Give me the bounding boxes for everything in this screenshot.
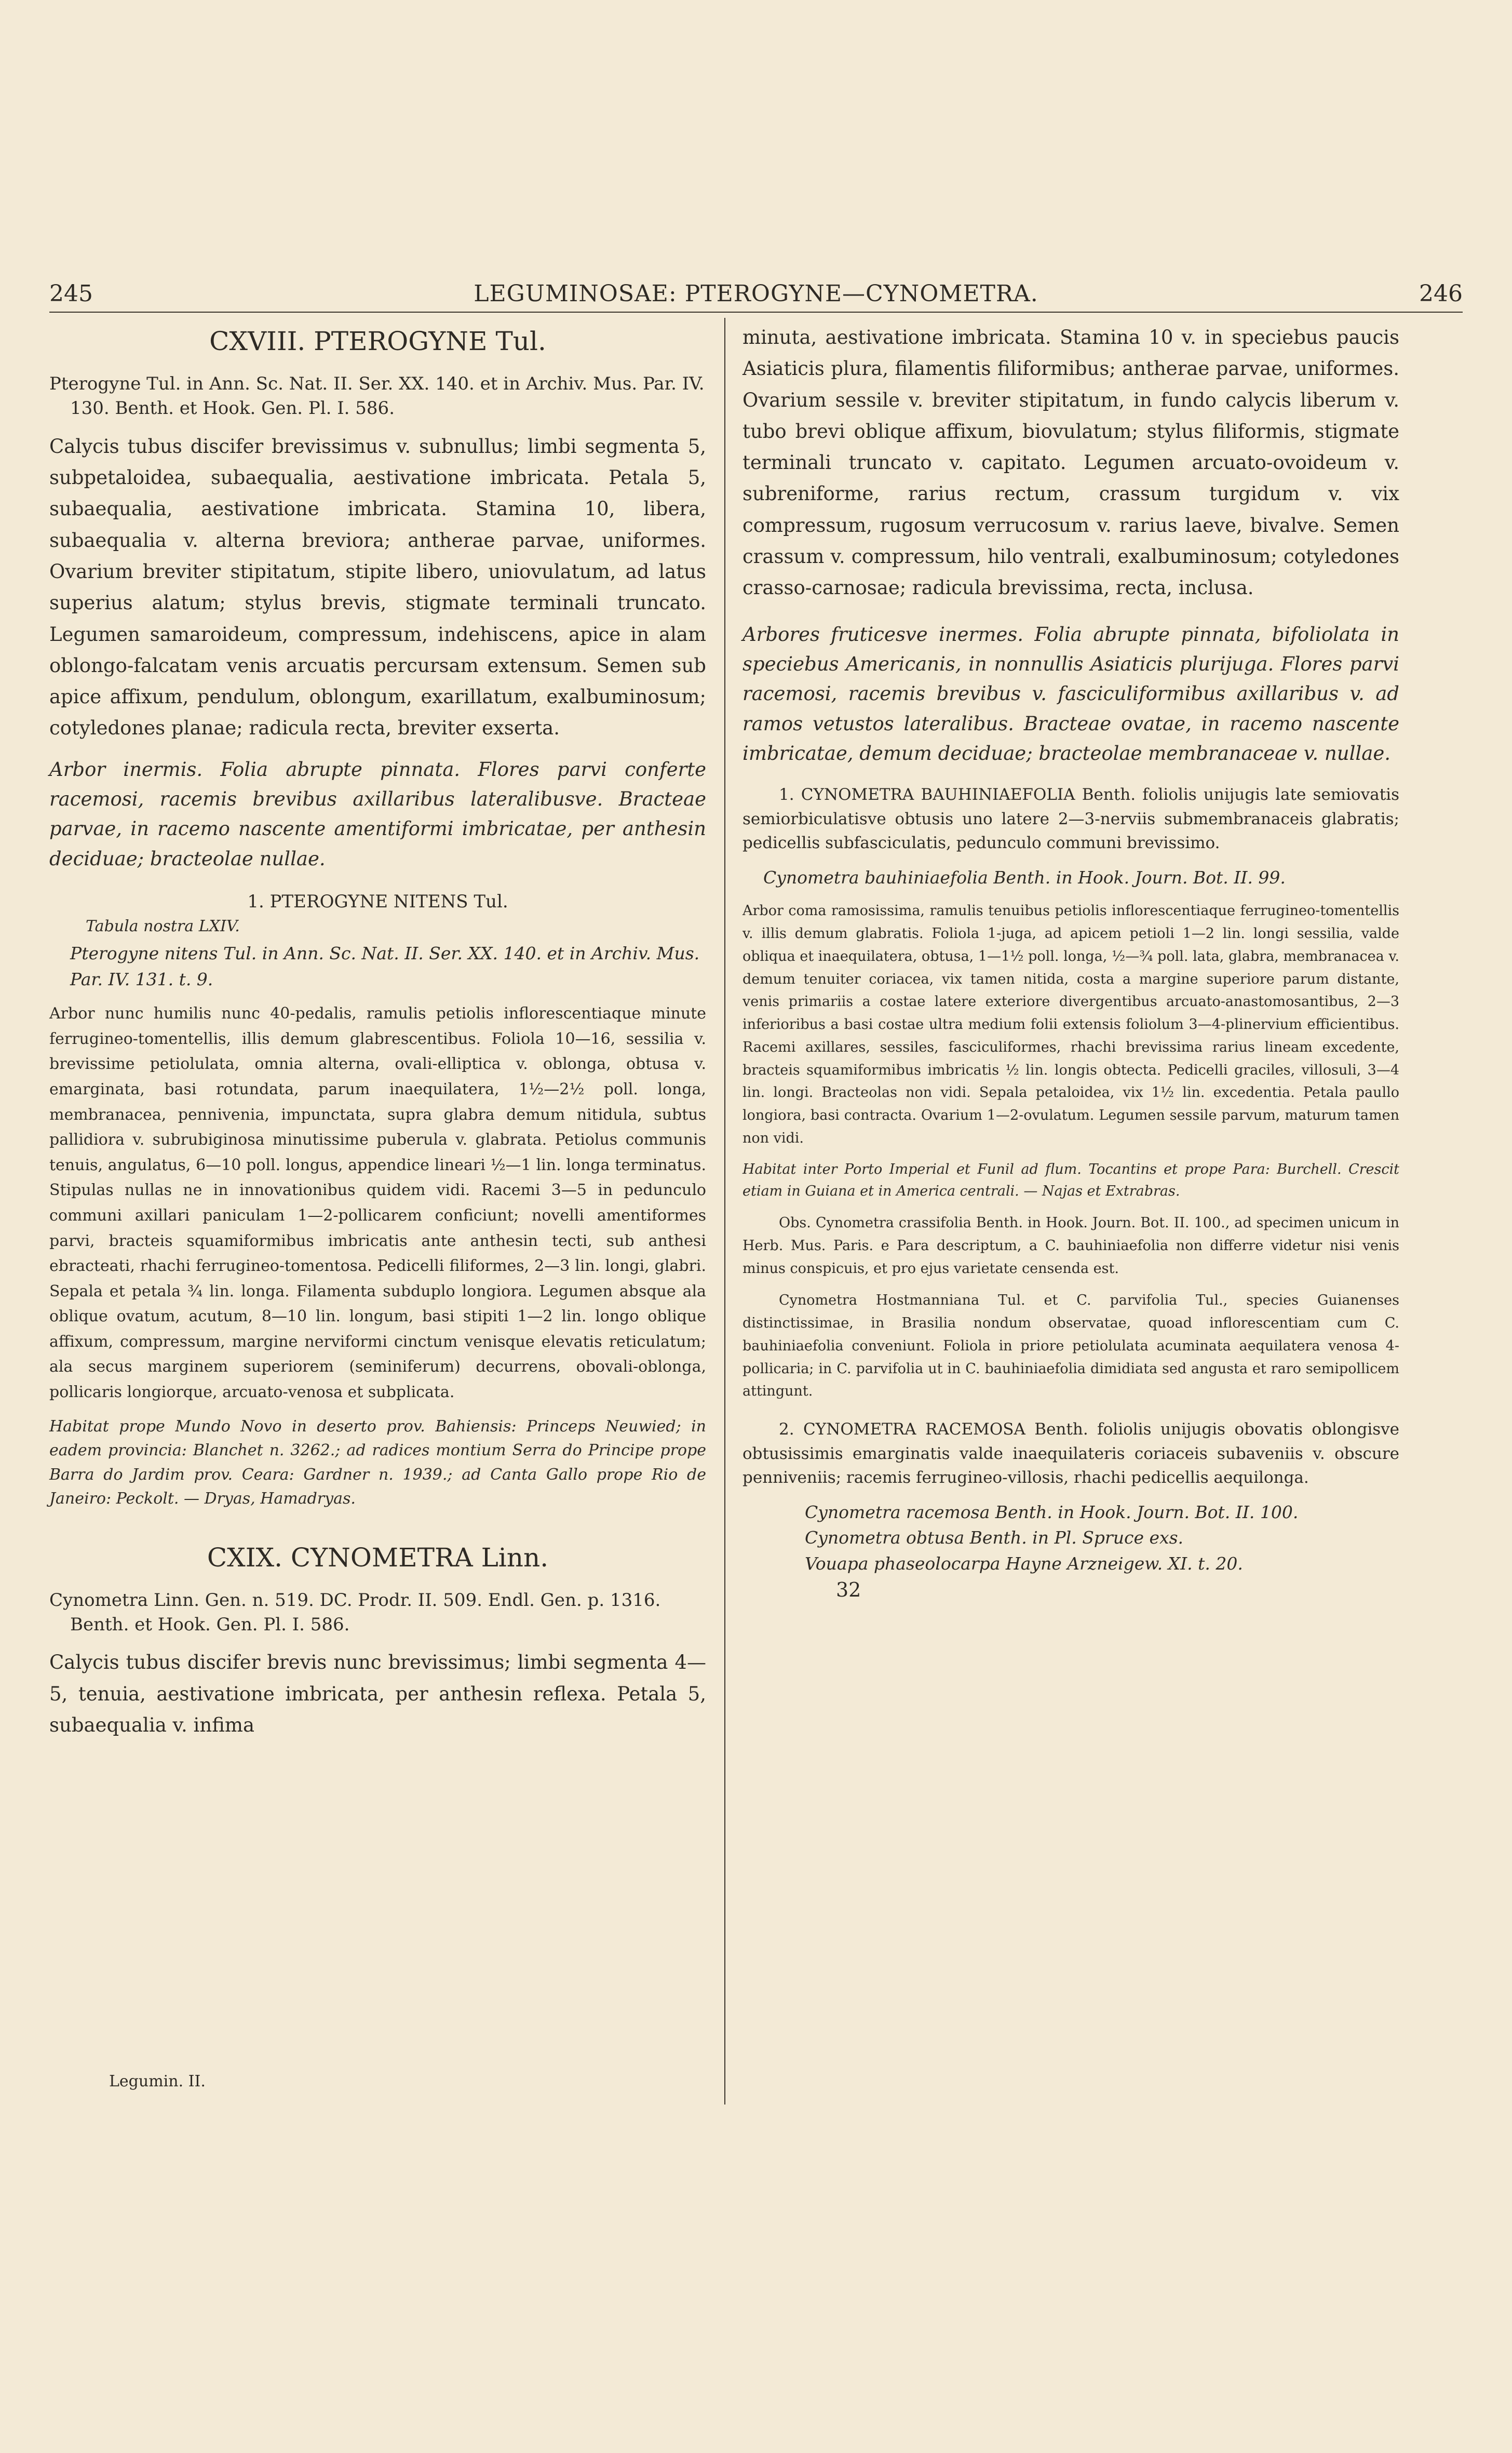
genus-description-cynometra-continued: minuta, aestivatione imbricata. Stamina 10 v. in speciebus paucis Asiaticis plura, filamentis filiformibus; antherae parvae, uniformes. Ovarium sessile v. breviter stipitatum, in fundo calycis liberum v. tubo brevi oblique affixum, biovulatum; stylus filiformis, stigmate terminali truncato v. capitato. Legumen arcuato-ovoideum v. subreniforme, rarius rectum, crassum turgidum v. vix compressum, rugosum verrucosum v. rarius laeve, bivalve. Semen crassum v. compressum, hilo ventrali, exalbuminosum; cotyledones crasso-carnosae; radicula brevissima, recta, inclusa. bbox=[743, 326, 1399, 599]
signature-number: 32 bbox=[836, 1578, 861, 1602]
species-description-bauhiniaefolia: Arbor coma ramosissima, ramulis tenuibus petiolis inflorescentiaque ferrugineo-tomentellis v. illis demum glabratis. Foliola 1-juga, ad apicem petioli 1—2 lin. longi sessilia, valde obliqua et inaequilatera, obtusa, 1—1½ poll. longa, ½—¾ poll. lata, glabra, membranacea v. demum tenuiter coriacea, vix tamen nitida, costa a margine superiore parum distante, venis primariis a costae latere exteriore divergentibus arcuato-anastomosantibus, 2—3 inferioribus a basi costae ultra medium folii extensis foliolum 3—4-plinervium efficientibus. Racemi axillares, sessiles, fasciculiformes, rhachi brevissima rarius lineam excedente, bracteis squamiformibus imbricatis ½ lin. longis obtecta. Pedicelli graciles, villosuli, 3—4 lin. longi. Bracteolas non vidi. Sepala petaloidea, vix 1½ lin. excedentia. Petala paullo longiora, basi contracta. Ovarium 1—2-ovulatum. Legumen sessile parvum, maturum tamen non vidi. bbox=[743, 903, 1399, 1146]
left-column bbox=[49, 322, 706, 1751]
observation-hostmanniana: Cynometra Hostmanniana Tul. et C. parvifolia Tul., species Guianenses distinctissimae, in Brasilia nondum observatae, quoad inflorescentiam cum C. bauhiniaefolia conveniunt. Foliola in priore petiolulata acuminata aequilatera venosa 4-pollicaria; in C. parvifolia ut in C. bauhiniaefolia dimidiata sed angusta et raro semipollicem attingunt. bbox=[743, 1292, 1399, 1400]
species-cynometra-bauhiniaefolia: 1. CYNOMETRA BAUHINIAEFOLIA Benth. foliolis unijugis late semiovatis semiorbiculatisve obtusis uno latere 2—3-nerviis submembranaceis glabratis; pedicellis subfasciculatis, pedunculo communi brevissimo. bbox=[743, 785, 1399, 853]
species-habitat-bauhiniaefolia: Habitat inter Porto Imperial et Funil ad flum. Tocantins et prope Para: Burchell. Crescit etiam in Guiana et in America centrali. — Najas et Extrabras. bbox=[743, 1161, 1399, 1200]
column-divider bbox=[724, 318, 725, 2105]
genus-synonymy-cynometra: Cynometra Linn. Gen. n. 519. DC. Prodr. II. 509. Endl. Gen. p. 1316. Benth. et Hook. Gen. Pl. I. 586. bbox=[49, 1589, 661, 1635]
genus-habit-cynometra: Arbores fruticesve inermes. Folia abrupte pinnata, bifoliolata in speciebus Americanis, in nonnullis Asiaticis plurijuga. Flores parvi racemosi, racemis brevibus v. fasciculiformibus axillaribus v. ad ramos vetustos lateralibus. Bracteae ovatae, in racemo nascente imbricatae, demum deciduae; bracteolae membranaceae v. nullae. bbox=[743, 623, 1399, 765]
genus-heading-pterogyne: CXVIII. PTEROGYNE Tul. bbox=[209, 326, 546, 356]
running-head: LEGUMINOSAE: PTEROGYNE—CYNOMETRA. bbox=[474, 280, 1038, 307]
species-synonymy-bauhiniaefolia: Cynometra bauhiniaefolia Benth. in Hook. Journ. Bot. II. 99. bbox=[763, 867, 1286, 888]
racemosa-synonym-3: Vouapa phaseolocarpa Hayne Arzneigew. XI. t. 20. bbox=[805, 1553, 1243, 1574]
species-synonymy-pterogyne-nitens: Pterogyne nitens Tul. in Ann. Sc. Nat. II. Ser. XX. 140. et in Archiv. Mus. Par. IV. 131. t. 9. bbox=[70, 943, 700, 989]
species-cynometra-racemosa: 2. CYNOMETRA RACEMOSA Benth. foliolis unijugis obovatis oblongisve obtusissimis emarginatis valde inaequilateris coriaceis subaveniis v. obscure penniveniis; racemis ferrugineo-villosis, rhachi pedicellis aequilonga. bbox=[743, 1420, 1399, 1487]
right-column bbox=[743, 322, 1399, 1601]
species-habitat-pterogyne-nitens: Habitat prope Mundo Novo in deserto prov. Bahiensis: Princeps Neuwied; in eadem provincia: Blanchet n. 3262.; ad radices montium Serra do Principe prope Barra do Jardim prov. Ceara: Gardner n. 1939.; ad Canta Gallo prope Rio de Janeiro: Peckolt. — Dryas, Hamadryas. bbox=[49, 1417, 706, 1508]
genus-description-pterogyne: Calycis tubus discifer brevissimus v. subnullus; limbi segmenta 5, subpetaloidea, subaequalia, aestivatione imbricata. Petala 5, subaequalia, aestivatione imbricata. Stamina 10, libera, subaequalia v. alterna breviora; antherae parvae, uniformes. Ovarium breviter stipitatum, stipite libero, uniovulatum, ad latus superius alatum; stylus brevis, stigmate terminali truncato. Legumen samaroideum, compressum, indehiscens, apice in alam oblongo-falcatam venis arcuatis percursam extensum. Semen sub apice affixum, pendulum, oblongum, exarillatum, exalbuminosum; cotyledones planae; radicula recta, breviter exserta. bbox=[49, 435, 706, 740]
racemosa-synonym-2: Cynometra obtusa Benth. in Pl. Spruce exs. bbox=[805, 1527, 1184, 1548]
page-number-left: 245 bbox=[49, 280, 93, 307]
tabula-reference: Tabula nostra LXIV. bbox=[86, 917, 240, 936]
genus-heading-cynometra: CXIX. CYNOMETRA Linn. bbox=[207, 1542, 549, 1573]
header-rule bbox=[49, 312, 1463, 313]
observation-crassifolia: Obs. Cynometra crassifolia Benth. in Hook. Journ. Bot. II. 100., ad specimen unicum in Herb. Mus. Paris. e Para descriptum, a C. bauhiniaefolia non differre videtur nisi venis minus conspicuis, et pro ejus varietate censenda est. bbox=[743, 1215, 1399, 1277]
genus-habit-pterogyne: Arbor inermis. Folia abrupte pinnata. Flores parvi conferte racemosi, racemis brevibus axillaribus lateralibusve. Bracteae parvae, in racemo nascente amentiformi imbricatae, per anthesin deciduae; bracteolae nullae. bbox=[49, 758, 706, 870]
page-number-right: 246 bbox=[1419, 280, 1463, 307]
species-description-pterogyne-nitens: Arbor nunc humilis nunc 40-pedalis, ramulis petiolis inflorescentiaque minute ferrugineo-tomentellis, illis demum glabrescentibus. Foliola 10—16, sessilia v. brevissime petiolulata, omnia alterna, ovali-elliptica v. oblonga, obtusa v. emarginata, basi rotundata, parum inaequilatera, 1½—2½ poll. longa, membranacea, pennivenia, impunctata, supra glabra demum nitidula, subtus pallidiora v. subrubiginosa minutissime puberula v. glabrata. Petiolus communis tenuis, angulatus, 6—10 poll. longus, appendice lineari ½—1 lin. longa terminatus. Stipulas nullas ne in innovationibus quidem vidi. Racemi 3—5 in pedunculo communi axillari paniculam 1—2-pollicarem conficiunt; novelli amentiformes parvi, bracteis squamiformibus imbricatis ante anthesin tecti, sub anthesi ebracteati, rhachi ferrugineo-tomentosa. Pedicelli filiformes, 2—3 lin. longi, glabri. Sepala et petala ¾ lin. longa. Filamenta subduplo longiora. Legumen absque ala oblique ovatum, acutum, 8—10 lin. longum, basi stipiti 1—2 lin. longo oblique affixum, compressum, margine nerviformi cinctum venisque elevatis reticulatum; ala secus marginem superiorem (seminiferum) decurrens, obovali-oblonga, pollicaris longiorque, arcuato-venosa et subplicata. bbox=[49, 1004, 706, 1402]
genus-synonymy-pterogyne: Pterogyne Tul. in Ann. Sc. Nat. II. Ser. XX. 140. et in Archiv. Mus. Par. IV. 130. Benth. et Hook. Gen. Pl. I. 586. bbox=[49, 373, 705, 419]
signature-mark: Legumin. II. bbox=[109, 2072, 206, 2090]
racemosa-synonym-1: Cynometra racemosa Benth. in Hook. Journ. Bot. II. 100. bbox=[805, 1502, 1299, 1522]
genus-description-cynometra: Calycis tubus discifer brevis nunc brevissimus; limbi segmenta 4—5, tenuia, aestivatione imbricata, per anthesin reflexa. Petala 5, subaequalia v. infima bbox=[49, 1651, 706, 1737]
species-heading-pterogyne-nitens: 1. PTEROGYNE NITENS Tul. bbox=[247, 891, 508, 913]
